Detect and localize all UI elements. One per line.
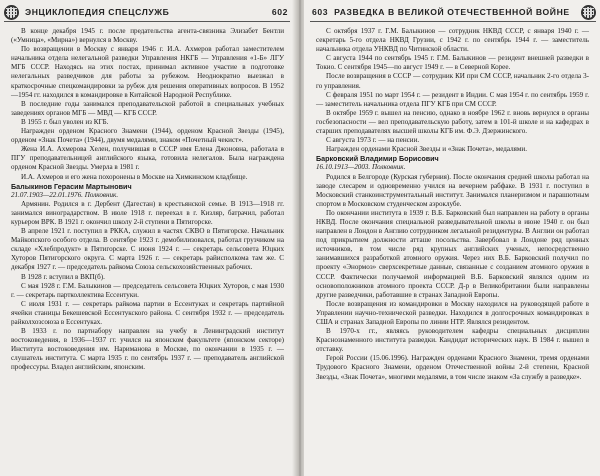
paragraph: С августа 1973 г. — на пенсии. <box>326 136 420 145</box>
paragraph: С августа 1944 по сентябрь 1945 г. Г.М. Балыкинов — резидент внешней разведки в Токио. С сентября 1945—по август 1949 г. — в Северной Корее. <box>316 54 589 72</box>
left-page <box>0 0 296 476</box>
paragraph: С мая 1928 г. Г.М. Балыкинов — председатель сельсовета Юцких Хуторов, с мая 1930 г. — секретарь партколлектива Ессентуки. <box>11 281 284 299</box>
left-page-header <box>4 3 290 22</box>
paragraph: Герой России (15.06.1996). Награжден орденами Красного Знамени, тремя орденами Трудового Красного Знамени, орденом Отечественной войны 2-й степени, Красной Звезды, «Знак Почета», многими медалями, в том числе знаком «За службу в разведке». <box>316 354 589 381</box>
paragraph: Жена И.А. Ахмерова Хелен, получившая в СССР имя Елена Джоновна, работала в ПГУ преподавательницей английского языка, готовила нелегалов. Была награждена орденом Красной Звезды. Умерла в 1981 г. <box>11 145 284 172</box>
right-header-title: РАЗВЕДКА В ВЕЛИКОЙ ОТЕЧЕСТВЕННОЙ ВОЙНЕ <box>334 7 570 17</box>
paragraph: По возвращении в Москву с января 1946 г. И.А. Ахмеров работал заместителем начальника отдела нелегальной разведки Управления НКГБ — Управления «1-Б» ЛГУ МГБ СССР. Находясь на этих постах, принимал активное участие в подготовке нелегальных разведчиков для работы за рубежом. Неоднократно выезжал в краткосрочные спецкомандировки за рубеж для решения оперативных вопросов. В 1952—1954 гг. находился в командировке в Китайской Народной Республике. <box>11 45 284 99</box>
paragraph: И.А. Ахмеров и его жена похоронены в Москве на Химкинском кладбище. <box>21 172 248 181</box>
entry-dates: 16.10.1913—2003. Полковник. <box>316 163 406 172</box>
paragraph: В 1933 г. по партнабору направлен на учебу в Ленинградский институт востоковедения, в 1936—1937 гг. учился на японском факультете (японском секторе) Института востоковедения им. Нариманова в Москве, по окончании в 1935 г. — слушатель института. С марта 1935 г. по сентябрь 1937 г. — преподаватель английской профессуры. Владел английским, японским. <box>11 327 284 372</box>
globe-icon <box>4 5 19 20</box>
paragraph: В октябре 1959 г. вышел на пенсию, однако в ноябре 1962 г. вновь вернулся в органы госбезопасности — вел преподавательскую работу, затем в 101-й школе и на кафедрах в старших преподавателях высшей школы КГБ им. Ф.Э. Дзержинского. <box>316 108 589 136</box>
paragraph: С октября 1937 г. Г.М. Балыкинов — сотрудник НКВД СССР, с января 1940 г. — секретарь 5-го отдела НКВД Грузии, с 1942 г. по сентябрь 1944 г. — заместитель начальника отдела УНКВД по Читинской области. <box>316 27 589 54</box>
paragraph: В апреле 1921 г. поступил в РККА, служил в частях СКВО в Пятигорске. Начальник Майкопского особого отдела. В сентябре 1923 г. демобилизовался, работал грузчиком на складе «Хлебпродукт» в Пятигорске. С июня 1924 г. — секретарь сельсовета Юцких Хуторов Пятигорского округа. С марта 1926 г. — секретарь райисполкома там же. С декабря 1927 г. — председатель райкома Союза сельскохозяйственных рабочих. <box>11 227 284 272</box>
paragraph: В 1955 г. был уволен из КГБ. <box>21 117 109 126</box>
paragraph: С июля 1931 г. — секретарь райкома партии в Ессентуках и секретарь партийной ячейки станицы Бекешевской Ессентукского района. С сентября 1932 г. — председатель райколхозсоюза в Ессентуках. <box>11 299 284 326</box>
paragraph: В конце декабря 1945 г. после предательства агента-связника Элизабет Бентли («Умница», «Мирна») вернулся в Москву. <box>11 27 284 45</box>
paragraph: Награжден орденами Красной Звезды и «Знак Почета», медалями. <box>326 145 527 154</box>
paragraph: В 1970-х гг., являясь руководителем кафедры специальных дисциплин Краснознаменного института разведки. Кандидат исторических наук. В 1984 г. вышел в отставку. <box>316 327 589 354</box>
left-page-body <box>11 27 284 373</box>
entry-dates: 21.07.1903—22.01.1976. Полковник. <box>11 190 119 199</box>
entry-name: Балыкинов Герасим Мартынович <box>11 181 132 191</box>
right-page-header <box>310 3 596 22</box>
left-page-number: 602 <box>271 7 288 17</box>
entry-name: Барковский Владимир Борисович <box>316 154 439 164</box>
paragraph: С февраля 1951 по март 1954 г. — резидент в Индии. С мая 1954 г. по сентябрь 1959 г. — заместитель начальника отдела ПГУ КГБ при СМ СССР. <box>316 90 589 108</box>
paragraph: В последние годы занимался преподавательской работой в специальных учебных заведениях органов МГБ — МВД — КГБ СССР. <box>11 99 284 117</box>
paragraph: После возвращения в СССР — сотрудник КИ при СМ СССР, начальник 2-го отдела 3-го управления. <box>316 72 589 90</box>
paragraph: Родился в Белгороде (Курская губерния). После окончания средней школы работал на заводе слесарем и одновременно учился на вечернем рабфаке. В 1931 г. поступил в Московский станкоинструментальный институт. Занимался планеризмом и парашютным спортом в Московском студенческом аэроклубе. <box>316 172 589 208</box>
paragraph: В 1928 г. вступил в ВКП(б). <box>21 272 105 281</box>
right-page-body <box>316 27 589 382</box>
left-header-title: ЭНЦИКЛОПЕДИЯ СПЕЦСЛУЖБ <box>25 7 170 17</box>
right-page-number: 603 <box>312 7 329 17</box>
paragraph: Армянин. Родился в г. Дербент (Дагестан) в крестьянской семье. В 1913—1918 гг. занимался виноградарством. В июле 1918 г. переехал в г. Кизляр, батрачил, работал курьером ВРК. В 1921 г. окончил школу 2-й ступени в Пятигорске. <box>11 199 284 226</box>
paragraph: По окончании института в 1939 г. В.Б. Барковский был направлен на работу в органы НКВД. После окончания специальной разведывательной школы в июне 1940 г. он был направлен в Лондон в Англию сотрудником легальной резидентуры. В Англии он работал под прикрытием должности атташе посольства. Завербовал в Лондоне ряд ценных источников, в том числе ряд крупных английских ученых, непосредственно занимавшихся разработкой атомного оружия. Через них В.Б. Барковский получил по проекту «Энормоз» сверхсекретные данные, связанные с созданием атомного оружия в СССР. Фактически получаемой информацией В.Б. Барковский являлся одним из основоположников атомного проекта СССР. Д-р в Великобритании были направлены другие разведчики, работавшие в странах Западной Европы. <box>316 208 589 299</box>
paragraph: Награжден орденом Красного Знамени (1944), орденом Красной Звезды (1945), орденом «Знак Почета» (1944), двумя медалями, знаком «Почетный чекист». <box>11 127 284 145</box>
globe-icon <box>581 5 596 20</box>
paragraph: После возвращения из командировки в Москву находился на руководящей работе в Управлении научно-технической разведки. Находился в долгосрочных командировках в США и странах Западной Европы по линии НТР. Являлся резидентом. <box>316 299 589 326</box>
right-page <box>304 0 600 476</box>
